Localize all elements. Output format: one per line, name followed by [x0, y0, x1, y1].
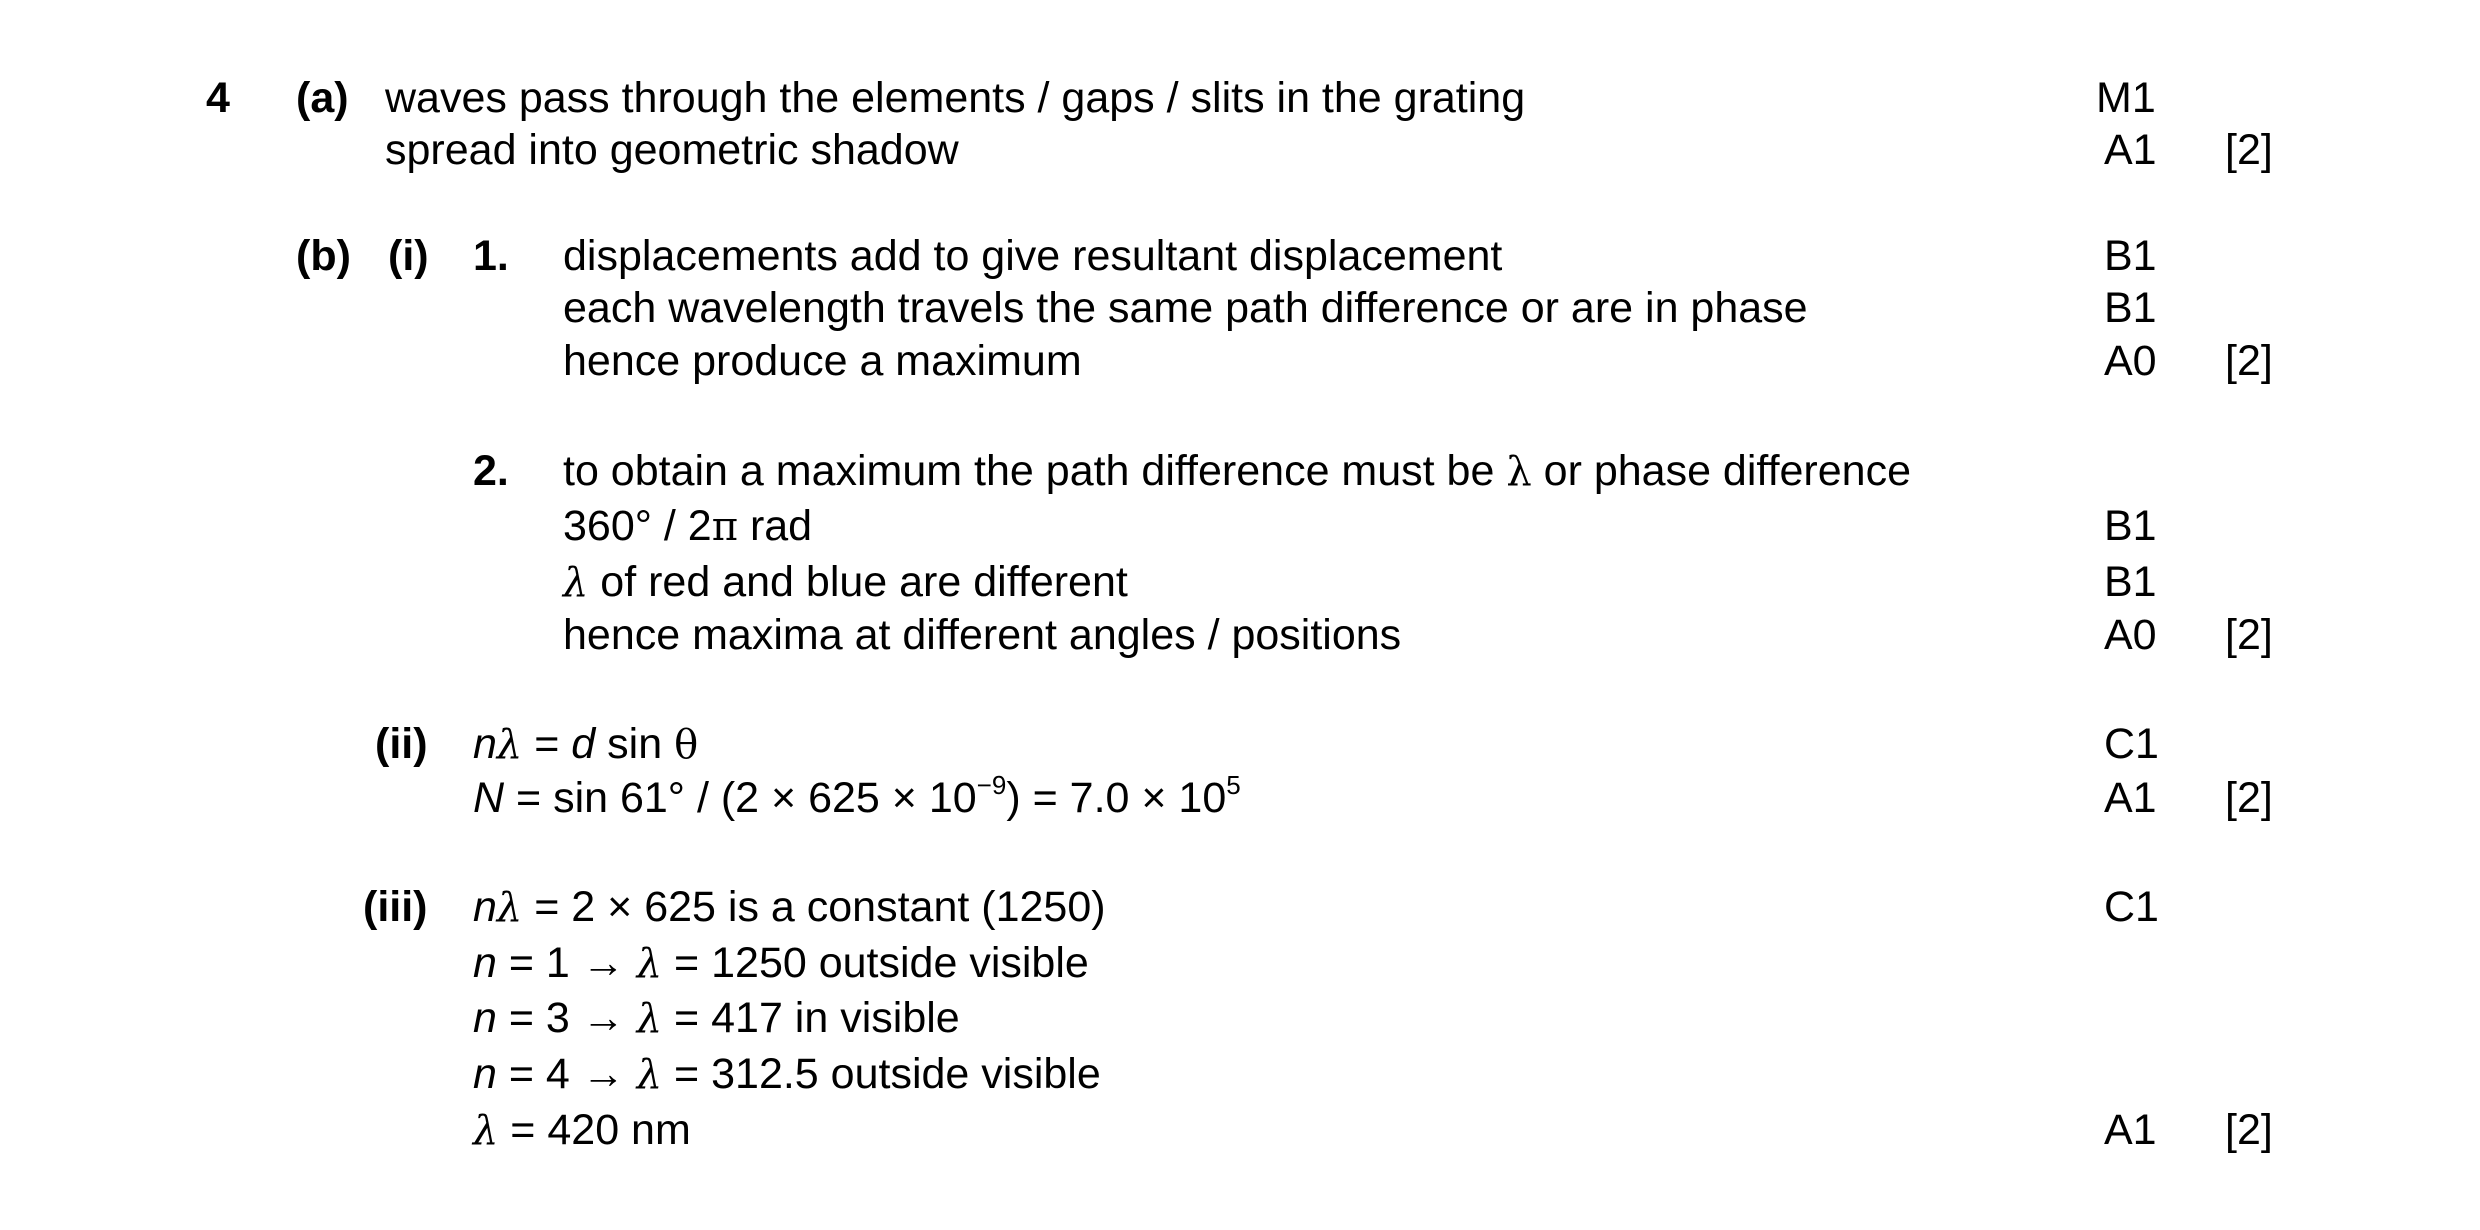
sub-iii-final: λ = 420 nm [473, 1106, 691, 1154]
item-2-total: [2] [2225, 611, 2273, 659]
lambda-symbol: λ [496, 885, 523, 931]
item-2-line-4: hence maxima at different angles / positions [563, 611, 1402, 659]
lambda-symbol: λ [496, 722, 523, 768]
lambda-symbol: λ [563, 560, 589, 606]
item-1-line-2-mark: B1 [2104, 284, 2157, 332]
item-1-line-2: each wavelength travels the same path difference or are in phase [563, 284, 1808, 332]
sub-i-label: (i) [388, 232, 429, 280]
sub-iii-row: n = 3 → λ = 417 in visible [473, 994, 960, 1042]
sub-ii-total: [2] [2225, 774, 2273, 822]
sub-iii-total: [2] [2225, 1106, 2273, 1154]
item-1-line-3: hence produce a maximum [563, 337, 1082, 385]
item-2-line-3: λ of red and blue are different [563, 558, 1128, 606]
item-1-line-3-mark: A0 [2104, 337, 2157, 385]
lambda-symbol: λ [636, 996, 663, 1042]
part-b-label: (b) [296, 232, 351, 280]
item-2-line-3-mark: B1 [2104, 558, 2157, 606]
part-a-line-1-mark: M1 [2096, 74, 2156, 122]
item-1-label: 1. [473, 232, 509, 280]
lambda-symbol: λ [636, 941, 663, 987]
part-a-line-2: spread into geometric shadow [385, 126, 959, 174]
sub-ii-label: (ii) [375, 720, 428, 768]
part-a-line-1: waves pass through the elements / gaps / slits in the grating [385, 74, 1526, 122]
lambda-symbol: λ [473, 1108, 499, 1154]
lambda-symbol: λ [636, 1052, 663, 1098]
pi-symbol: π [711, 504, 738, 550]
part-a-label: (a) [296, 74, 349, 122]
lambda-symbol: λ [1506, 449, 1532, 495]
item-2-line-2-mark: B1 [2104, 502, 2157, 550]
sub-ii-equation-1: nλ = d sin θ [473, 720, 699, 768]
sub-iii-final-mark: A1 [2104, 1106, 2157, 1154]
item-2-label: 2. [473, 447, 509, 495]
item-2-line-2: 360° / 2π rad [563, 502, 813, 550]
theta-symbol: θ [674, 722, 699, 768]
sub-iii-row: n = 4 → λ = 312.5 outside visible [473, 1050, 1101, 1098]
sub-ii-eq1-mark: C1 [2104, 720, 2159, 768]
sub-iii-label: (iii) [363, 883, 428, 931]
question-number: 4 [206, 74, 230, 122]
part-a-total: [2] [2225, 126, 2273, 174]
sub-iii-row: n = 1 → λ = 1250 outside visible [473, 939, 1089, 987]
item-1-total: [2] [2225, 337, 2273, 385]
sub-ii-eq2-mark: A1 [2104, 774, 2157, 822]
item-2-line-1: to obtain a maximum the path difference must be λ or phase difference [563, 447, 1911, 495]
sub-iii-line-1-mark: C1 [2104, 883, 2159, 931]
sub-ii-equation-2: $N = \sin 61^\circ / (2 \times 625 \times 10^{-9}) = 7.0 \times 10^5$ [473, 770, 1241, 822]
item-1-line-1-mark: B1 [2104, 232, 2157, 280]
sub-iii-line-1: nλ = 2 × 625 is a constant (1250) [473, 883, 1106, 931]
part-a-line-2-mark: A1 [2104, 126, 2157, 174]
item-1-line-1: displacements add to give resultant displacement [563, 232, 1503, 280]
item-2-line-4-mark: A0 [2104, 611, 2157, 659]
